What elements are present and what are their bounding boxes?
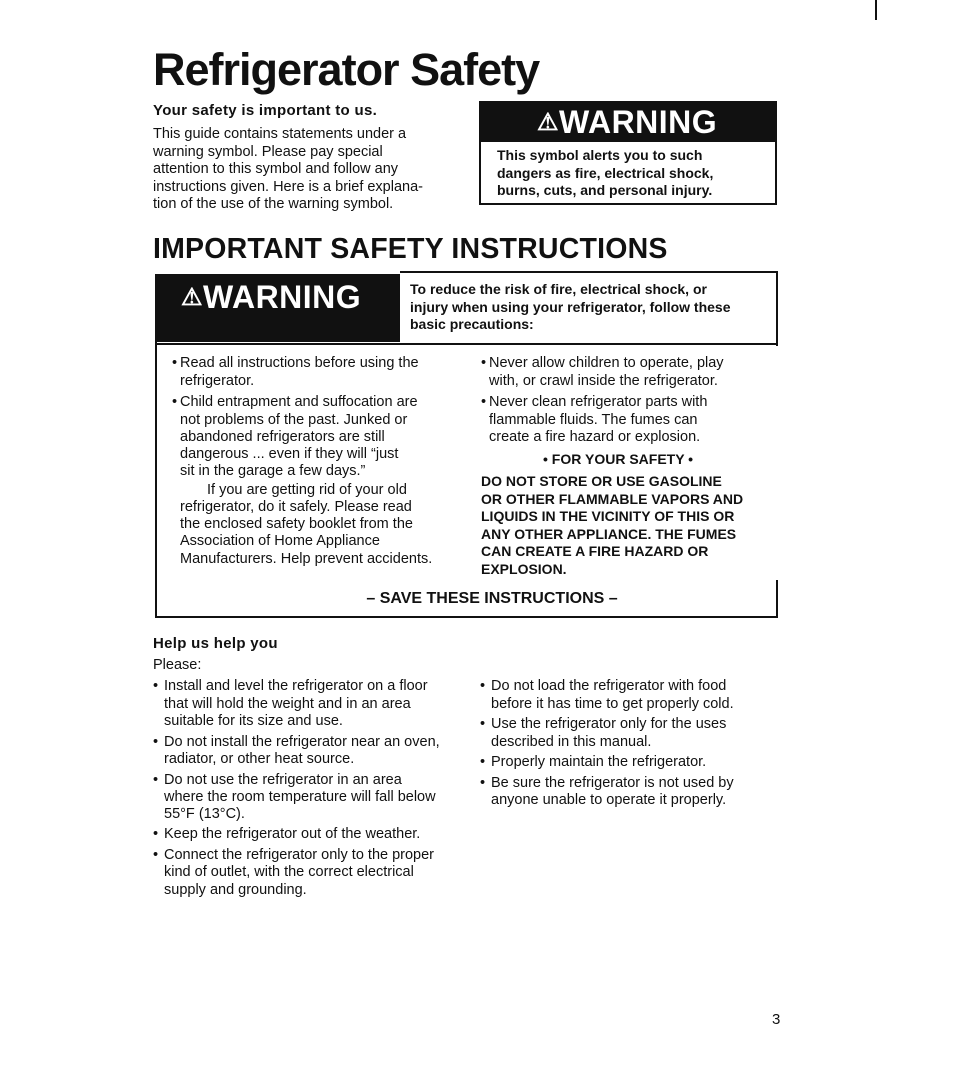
- warning-triangle-icon: ⚠: [181, 284, 204, 311]
- help-line: suitable for its size and use.: [164, 713, 343, 729]
- page-title: Refrigerator Safety: [153, 44, 540, 95]
- help-line: kind of outlet, with the correct electrical: [164, 864, 414, 880]
- gasoline-warning-line: ANY OTHER APPLIANCE. THE FUMES: [481, 526, 737, 542]
- help-item: • Properly maintain the refrigerator.: [480, 754, 706, 772]
- instructions-right-column: [481, 355, 771, 585]
- lead-line: injury when using your refrigerator, follow these: [410, 298, 731, 315]
- help-item: • Do not use the refrigerator in an area: [153, 772, 402, 790]
- intro-line: instructions given. Here is a brief explana-: [153, 178, 423, 195]
- warning-label: WARNING: [559, 104, 718, 140]
- help-line: before it has time to get properly cold.: [491, 696, 734, 712]
- instructions-left-column: [172, 355, 462, 575]
- save-instructions: – SAVE THESE INSTRUCTIONS –: [366, 590, 618, 607]
- instruction-line: sit in the garage a few days.”: [180, 463, 366, 479]
- warning-box-top-rule: [400, 271, 778, 273]
- gasoline-warning-line: DO NOT STORE OR USE GASOLINE: [481, 473, 722, 489]
- instruction-line: Manufacturers. Help prevent accidents.: [180, 551, 433, 567]
- help-line: that will hold the weight and in an area: [164, 696, 411, 712]
- help-item: • Be sure the refrigerator is not used by: [480, 775, 734, 793]
- help-line: described in this manual.: [491, 734, 652, 750]
- help-item: • Do not load the refrigerator with food: [480, 678, 726, 696]
- instruction-line: not problems of the past. Junked or: [180, 412, 408, 428]
- help-left-column: [153, 678, 473, 908]
- lead-line: To reduce the risk of fire, electrical shock, or: [410, 281, 707, 297]
- gasoline-warning-line: OR OTHER FLAMMABLE VAPORS AND: [481, 491, 744, 507]
- warning-box-mid-rule: [155, 343, 778, 345]
- instruction-line: abandoned refrigerators are still: [180, 429, 385, 445]
- warning-triangle-icon: ⚠: [537, 109, 560, 136]
- help-item: • Do not install the refrigerator near an oven,: [153, 734, 440, 752]
- for-your-safety: • FOR YOUR SAFETY •: [543, 451, 694, 467]
- warning-box-right-rule: [776, 271, 778, 346]
- instruction-line: refrigerator, do it safely. Please read: [180, 499, 412, 515]
- instruction-item: • Read all instructions before using the: [172, 355, 419, 372]
- help-line: 55°F (13°C).: [164, 806, 245, 822]
- help-item: • Use the refrigerator only for the uses: [480, 716, 726, 734]
- page-number: 3: [772, 1011, 781, 1028]
- safety-intro: [153, 126, 453, 214]
- page-edge-mark: [875, 0, 877, 20]
- instruction-line: refrigerator.: [180, 373, 255, 389]
- help-item: • Connect the refrigerator only to the proper: [153, 847, 434, 865]
- instruction-item: • Never allow children to operate, play: [481, 355, 724, 372]
- symbol-line: dangers as fire, electrical shock,: [497, 164, 714, 181]
- instruction-line: If you are getting rid of your old: [207, 482, 407, 498]
- instruction-line: Association of Home Appliance: [180, 533, 380, 549]
- intro-line: attention to this symbol and follow any: [153, 161, 399, 178]
- intro-line: tion of the use of the warning symbol.: [153, 196, 394, 213]
- help-right-column: [480, 678, 780, 818]
- warning-banner: [155, 274, 400, 342]
- instruction-line: flammable fluids. The fumes can: [489, 412, 698, 428]
- help-heading: Help us help you: [153, 635, 278, 652]
- help-line: where the room temperature will fall below: [164, 789, 436, 805]
- warning-box-bottom-rule: [155, 616, 778, 618]
- help-line: radiator, or other heat source.: [164, 751, 355, 767]
- instruction-item: • Child entrapment and suffocation are: [172, 394, 418, 411]
- symbol-line: This symbol alerts you to such: [497, 147, 703, 163]
- instruction-line: with, or crawl inside the refrigerator.: [489, 373, 718, 389]
- instruction-item: • Never clean refrigerator parts with: [481, 394, 707, 411]
- gasoline-warning-line: EXPLOSION.: [481, 561, 567, 577]
- warning-symbol-text: [497, 147, 713, 200]
- warning-symbol-banner: [481, 103, 775, 142]
- instruction-line: dangerous ... even if they will “just: [180, 446, 399, 462]
- intro-line: This guide contains statements under a: [153, 126, 407, 142]
- instruction-line: create a fire hazard or explosion.: [489, 429, 701, 445]
- safety-heading: Your safety is important to us.: [153, 102, 378, 119]
- gasoline-warning-line: LIQUIDS IN THE VICINITY OF THIS OR: [481, 508, 735, 524]
- intro-line: warning symbol. Please pay special: [153, 143, 383, 160]
- help-please: Please:: [153, 657, 202, 673]
- symbol-line: burns, cuts, and personal injury.: [497, 182, 713, 198]
- help-item: • Keep the refrigerator out of the weather.: [153, 826, 420, 844]
- warning-label: WARNING: [203, 279, 362, 315]
- help-line: anyone unable to operate it properly.: [491, 792, 727, 808]
- lead-line: basic precautions:: [410, 316, 534, 332]
- warning-symbol-box: [479, 101, 777, 205]
- help-item: • Install and level the refrigerator on a floor: [153, 678, 428, 696]
- instruction-line: the enclosed safety booklet from the: [180, 516, 413, 532]
- instructions-heading: IMPORTANT SAFETY INSTRUCTIONS: [153, 233, 668, 265]
- warning-lead: [410, 281, 731, 334]
- help-line: supply and grounding.: [164, 882, 307, 898]
- gasoline-warning-line: CAN CREATE A FIRE HAZARD OR: [481, 543, 709, 559]
